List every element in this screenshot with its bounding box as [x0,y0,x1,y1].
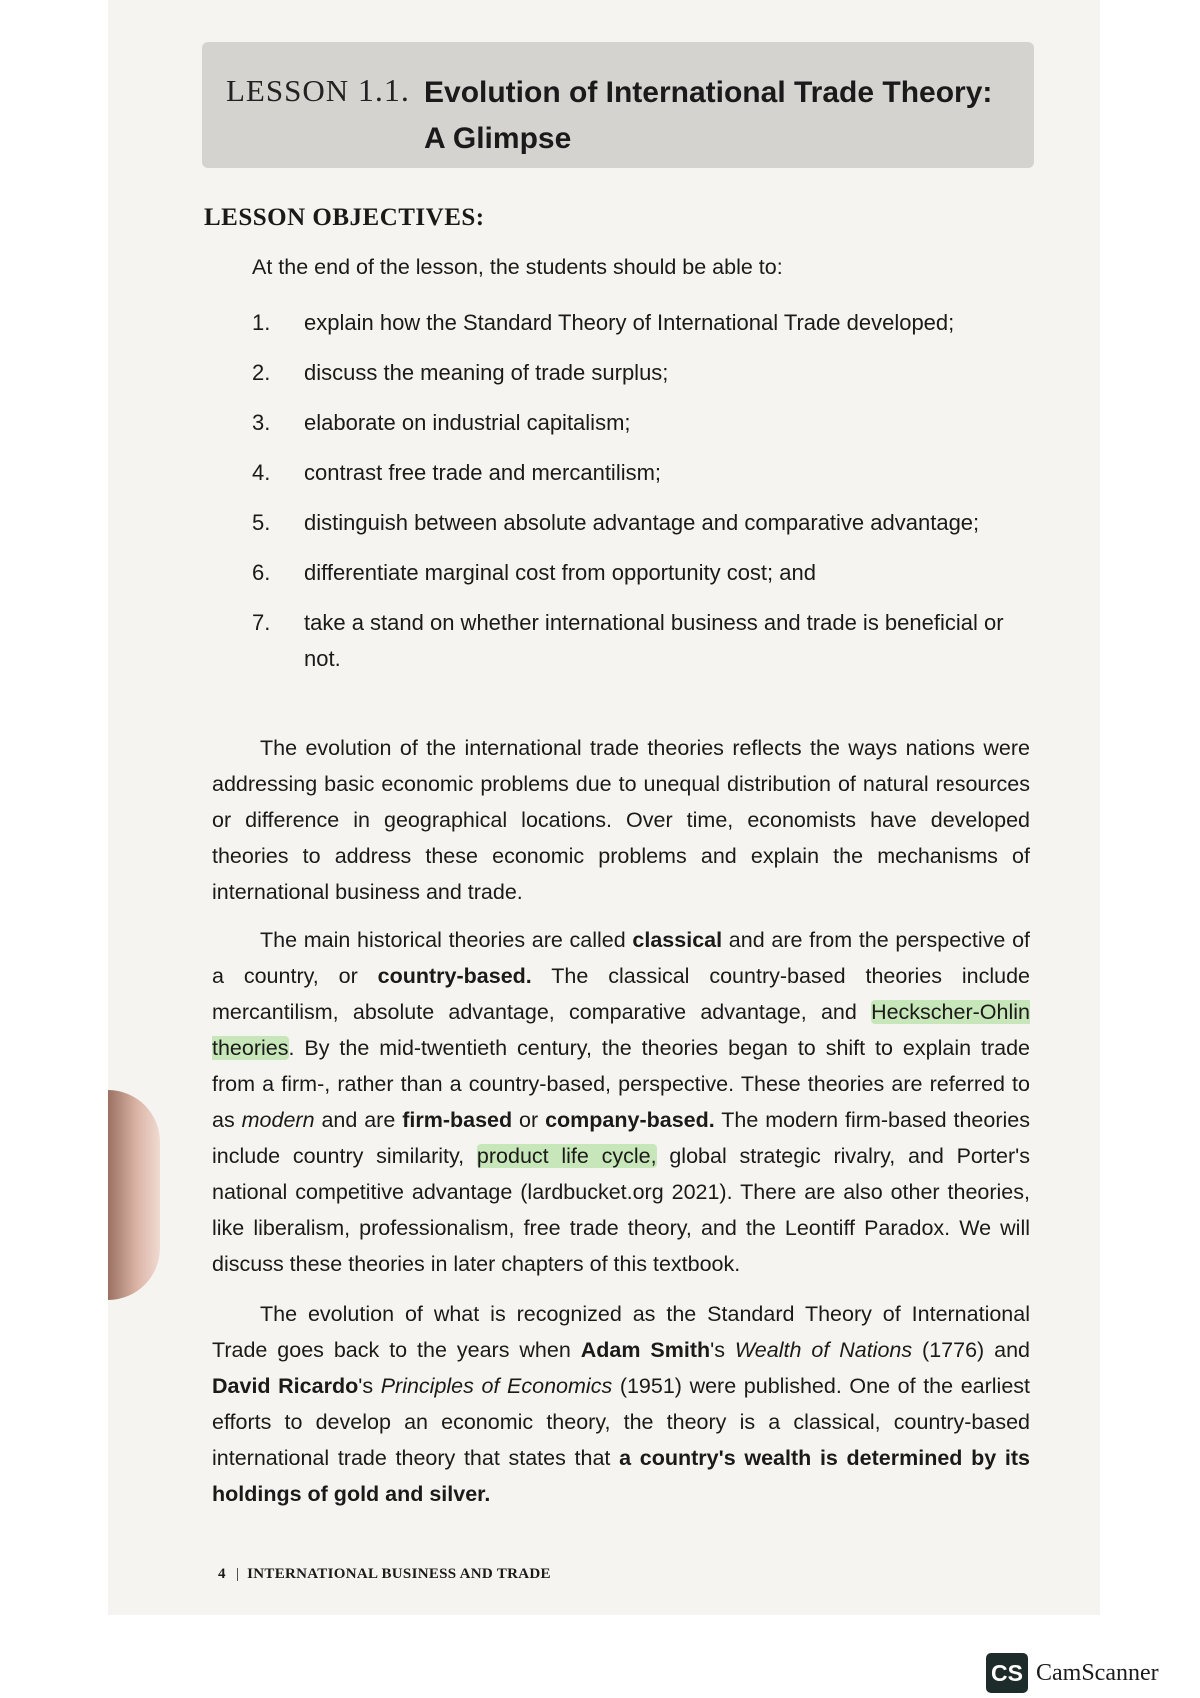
body-paragraph-3 [212,1296,1030,1512]
highlight-heckscher-ohlin: Heckscher-Ohlin theories [212,1000,1030,1060]
lesson-title-banner [202,42,1034,168]
objectives-list [252,305,1032,691]
p3-text: The evolution of what is recognized as the Standard Theory of International Trade goes back to the years when [212,1302,1030,1362]
body-paragraph-1: The evolution of the international trade theories reflects the ways nations were addressing basic economic problems due to unequal distribution of natural resources or difference in geographical locations. Over time, economists have developed theories to address these economic problems and explain the mechanisms of international business and trade. [212,736,1030,904]
objective-item [252,555,1032,591]
p2-text: The modern firm-based theories include country similarity, [212,1108,1030,1168]
objective-number: 6. [252,560,271,585]
p2-italic-modern: modern [241,1108,315,1132]
objective-text: discuss the meaning of trade surplus; [304,360,669,385]
objectives-intro: At the end of the lesson, the students should be able to: [252,255,783,279]
objective-text: contrast free trade and mercantilism; [304,460,662,485]
p3-bold-adam-smith: Adam Smith [580,1338,711,1362]
highlight-product-life-cycle: product life cycle, [476,1144,657,1168]
objective-text: elaborate on industrial capitalism; [304,410,631,435]
p2-bold-company-based: company-based. [545,1108,715,1132]
objective-text: differentiate marginal cost from opportunity cost; and [304,560,816,585]
objective-item [252,605,1032,677]
objective-item [252,455,1032,491]
p3-bold-david-ricardo: David Ricardo [212,1374,359,1398]
p2-text: global strategic rivalry, and Porter's national competitive advantage (lardbucket.org 2021). There are also other theories, like liberalism, professionalism, free trade theory, and the Leontiff Paradox. We will discuss these theories in later chapters of this textbook. [212,1144,1030,1276]
p3-text: 's [358,1374,381,1398]
p3-text: 's [710,1338,735,1362]
page-number: 4 [218,1566,226,1582]
objective-text: distinguish between absolute advantage and comparative advantage; [304,510,980,535]
lesson-label [226,72,410,109]
camscanner-logo-icon: CS [986,1653,1028,1693]
p3-italic-principles: Principles of Economics [380,1374,613,1398]
p3-italic-wealth-of-nations: Wealth of Nations [734,1338,913,1362]
p2-text: or [512,1108,546,1132]
p2-text: . By the mid-twentieth century, the theories began to shift to explain trade from a firm-, rather than a country-based, perspective. These theories are referred to as [212,1036,1030,1132]
objective-number: 2. [252,360,271,385]
p2-bold-classical: classical [632,928,723,952]
objective-item [252,355,1032,391]
p3-text: (1776) and [912,1338,1031,1362]
p2-bold-firm-based: firm-based [402,1108,513,1132]
page-footer [218,1566,551,1583]
objective-text: explain how the Standard Theory of International Trade developed; [304,310,955,335]
book-title: INTERNATIONAL BUSINESS AND TRADE [247,1566,551,1582]
objective-number: 5. [252,510,271,535]
objective-text: take a stand on whether international business and trade is beneficial or not. [304,610,1004,671]
objective-number: 1. [252,310,271,335]
footer-separator: | [235,1566,240,1582]
lesson-number: 1.1. [357,72,410,108]
p2-text: and are [314,1108,403,1132]
lesson-title [424,70,1024,162]
objective-number: 3. [252,410,271,435]
finger-shadow [108,1090,160,1300]
lesson-title-line1: Evolution of International Trade Theory: [424,76,993,109]
objective-item [252,505,1032,541]
p2-text: and are from the perspective of a country, or [212,928,1030,988]
p2-bold-country-based: country-based. [377,964,532,988]
p3-text: (1951) were published. One of the earliest efforts to develop an economic theory, the theory is a classical, country-based international trade theory that states that [212,1374,1031,1470]
p3-bold-conclusion: a country's wealth is determined by its holdings of gold and silver. [212,1446,1030,1506]
objectives-heading: LESSON OBJECTIVES: [204,204,485,231]
objective-number: 7. [252,610,271,635]
body-paragraph-2 [212,922,1030,1282]
lesson-title-line2: A Glimpse [424,122,572,155]
lesson-label-word: LESSON [226,73,350,108]
camscanner-watermark: CamScanner [1036,1660,1159,1686]
p2-text: The classical country-based theories include mercantilism, absolute advantage, comparative advantage, and [212,964,1030,1024]
objective-item [252,405,1032,441]
objective-number: 4. [252,460,271,485]
objective-item [252,305,1032,341]
p2-text: The main historical theories are called [260,928,633,952]
